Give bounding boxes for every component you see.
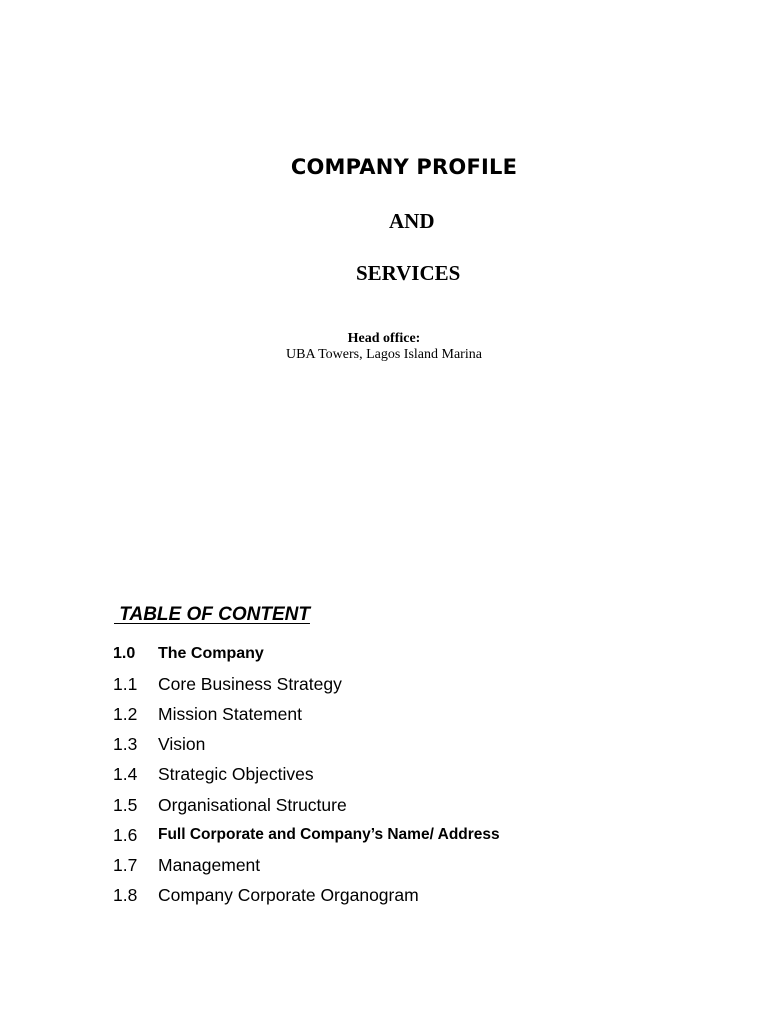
toc-item-text: Core Business Strategy [158, 673, 342, 694]
toc-item-number: 1.3 [113, 734, 138, 755]
toc-item [113, 669, 713, 699]
toc-item-number: 1.4 [113, 764, 138, 785]
head-office-label: Head office: [347, 331, 421, 346]
toc-item [113, 790, 713, 820]
toc-item-text: Full Corporate and Company’s Name/ Address [158, 826, 500, 844]
toc-item-number: 1.0 [113, 645, 136, 663]
toc-item-number: 1.8 [113, 885, 138, 906]
document-subtitle: SERVICES [356, 261, 461, 285]
toc-heading: TABLE OF CONTENT [114, 604, 310, 625]
toc-item-text: Company Corporate Organogram [158, 885, 419, 906]
toc-item [113, 881, 713, 911]
toc-item [113, 820, 713, 850]
toc-item [113, 760, 713, 790]
toc-item-number: 1.5 [113, 794, 138, 815]
toc-item-text: Mission Statement [158, 703, 302, 724]
toc-item [113, 639, 713, 669]
toc-item-text: Strategic Objectives [158, 764, 314, 785]
toc-item-number: 1.1 [113, 673, 138, 694]
toc-item-text: Management [158, 854, 261, 875]
title-conjunction: AND [389, 209, 435, 233]
toc-item-number: 1.6 [113, 824, 138, 845]
toc-item-number: 1.2 [113, 703, 138, 724]
toc-item [113, 730, 713, 760]
toc-item-text: Vision [158, 734, 206, 755]
document-title: COMPANY PROFILE [290, 155, 518, 179]
head-office-address: UBA Towers, Lagos Island Marina [286, 347, 482, 362]
toc-item-text: The Company [158, 645, 264, 663]
toc-list [113, 639, 713, 911]
toc-item-number: 1.7 [113, 854, 138, 875]
toc-item-text: Organisational Structure [158, 794, 347, 815]
toc-item [113, 699, 713, 729]
toc-item [113, 850, 713, 880]
